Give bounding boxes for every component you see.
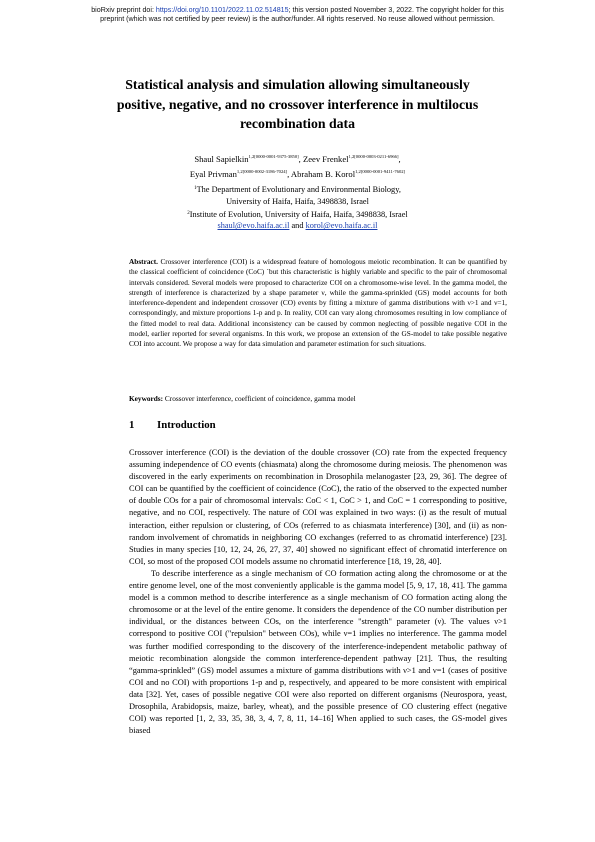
author-name: Abraham B. Korol xyxy=(290,168,356,179)
preprint-line2: preprint (which was not certified by peer review) is the author/funder. All rights reserved. No reuse allowed without permission. xyxy=(100,15,495,23)
email-link-2[interactable]: korol@evo.haifa.ac.il xyxy=(305,221,378,231)
author-separator: , xyxy=(298,154,303,164)
section-number: 1 xyxy=(129,419,135,431)
section-body xyxy=(129,447,507,737)
abstract xyxy=(129,257,507,350)
affiliation-number: 1 xyxy=(194,186,197,191)
author-affiliation-mark: 1,2[0000-0001-9375-3850] xyxy=(248,154,299,159)
keywords-text: Crossover interference, coefficient of coincidence, gamma model xyxy=(164,394,356,403)
paragraph-1: Crossover interference (COI) is the deviation of the double crossover (CO) rate from the expected frequency assuming independence of CO events (chiasmata) along the chromosome during meiosis. The phenomenon was discovered in the early experiments on recombination in Drosophila melanogaster [23, 29, 36]. The degree of COI can be quantified by the coefficient of coincidence (CoC), the ratio of the observed to the expected number of double COs for a pair of chromosomal intervals: CoC < 1, CoC > 1, and CoC = 1 corresponding to positive, negative, and no COI, respectively. The nature of COI was explained in two ways: (i) as the result of mutual interaction, either repulsion or clustering, of COs (referred to as chiasmata interference) [30], and (ii) as non-random involvement of chromatids in neighboring CO exchanges (referred to as chromatid interference) [23]. Studies in many species [10, 12, 24, 26, 27, 37, 40] showed no significant effect of chromatid interference on COI, so most of the proposed COI models assume no chromatid interference [18, 19, 28, 40]. xyxy=(129,448,507,566)
affiliation-1-line1: The Department of Evolutionary and Environmental Biology, xyxy=(196,185,401,194)
author-name: Eyal Privman xyxy=(189,168,237,179)
paper-title: Statistical analysis and simulation allowing simultaneously positive, negative, and no crossover interference in multilocus recombination data xyxy=(116,77,479,131)
abstract-label: Abstract. xyxy=(129,257,158,266)
preprint-prefix: bioRxiv preprint doi: xyxy=(91,6,156,14)
section-heading xyxy=(129,419,507,431)
author-list xyxy=(100,151,495,180)
affiliation-1-line2: University of Haifa, Haifa, 3498838, Israel xyxy=(226,196,369,206)
section-title: Introduction xyxy=(157,419,216,431)
affiliation-number: 2 xyxy=(187,210,190,216)
author-affiliation-mark: 1,2[0000-0002-3186-7024] xyxy=(236,168,288,174)
author-affiliation-mark: 1,2[0000-0003-0211-6966] xyxy=(348,154,399,159)
author-name: Zeev Frenkel xyxy=(302,154,349,164)
preprint-notice xyxy=(40,6,555,24)
preprint-line1-rest: ; this version posted November 3, 2022. The copyright holder for this xyxy=(288,6,504,14)
abstract-text: Crossover interference (COI) is a widespread feature of homologous meiotic recombination. It can be quantified by the classical coefficient of coincidence (CoC) `but this characteristic is highly variable and specific to the pair of chromosomal intervals considered. Several models were proposed to characterize COI on a chromosome-wise level. In the gamma model, the strength of interference is characterized by a shape parameter ν, while the gamma-sprinkled (GS) model accounts for both interference-dependent and independent crossover (CO) events by fitting a mixture of gamma distributions with ν>1 and ν=1, correspondingly, and mixture proportions 1-p and p. In reality, COI can vary along chromosomes resulting in low compliance of the fitted model to real data. Additional inconsistency can be caused by common neglecting of possible negative COI in the model, earlier reported for several organisms. In this work, we propose an extension of the GS-model to take possible negative COI into account. We propose a way for data simulation and parameter estimation for such situations. xyxy=(129,257,507,349)
author-name: Shaul Sapielkin xyxy=(194,154,249,164)
author-separator: , xyxy=(398,154,401,164)
keywords-label: Keywords: xyxy=(129,394,164,403)
author-separator: , xyxy=(287,168,291,179)
affiliations xyxy=(100,183,495,232)
author-affiliation-mark: 1,2[0000-0001-9411-7602] xyxy=(355,168,406,174)
paragraph-2: To describe interference as a single mechanism of CO formation acting along the chromosome or at the entire genome level, one of the most conveniently applicable is the gamma model [5, 9, 17, 18, 41]. The gamma model is a common method to describe interference as a single mechanism of CO formation acting along the chromosome or at the level of the entire genome. It considers the dependence of the CO number distribution per individual, or the distances between COs, on the interference "strength" parameter (ν). The values ν>1 correspond to positive COI ("repulsion" between COs), while ν=1 implies no interference. The gamma model was further modified corresponding to the discovery of the interference-independent metabolic pathway of meiotic recombination alongside the common interference-dependent pathway [21]. Thus, the resulting “gamma-sprinkled” (GS) model assumes a mixture of gamma distributions with ν>1 and ν=1 (cases of positive COI and no COI) with proportions 1-p and p, respectively, and appeared to be more consistent with empirical data [32]. Yet, cases of possible negative COI were also reported on different organisms (Neurospora, yeast, Drosophila, Arabidopsis, maize, barley, wheat), and the possible presence of CO clustering effect (negative COI) was reported [1, 2, 33, 35, 38, 3, 4, 7, 8, 11, 14–16] When applied to such cases, the GS-model gives biased xyxy=(129,568,507,736)
doi-link[interactable]: https://doi.org/10.1101/2022.11.02.514815 xyxy=(155,6,289,14)
keywords xyxy=(129,394,507,404)
affiliation-2: Institute of Evolution, University of Haifa, Haifa, 3498838, Israel xyxy=(189,209,408,219)
email-and: and xyxy=(291,221,304,231)
email-link-1[interactable]: shaul@evo.haifa.ac.il xyxy=(217,221,290,231)
